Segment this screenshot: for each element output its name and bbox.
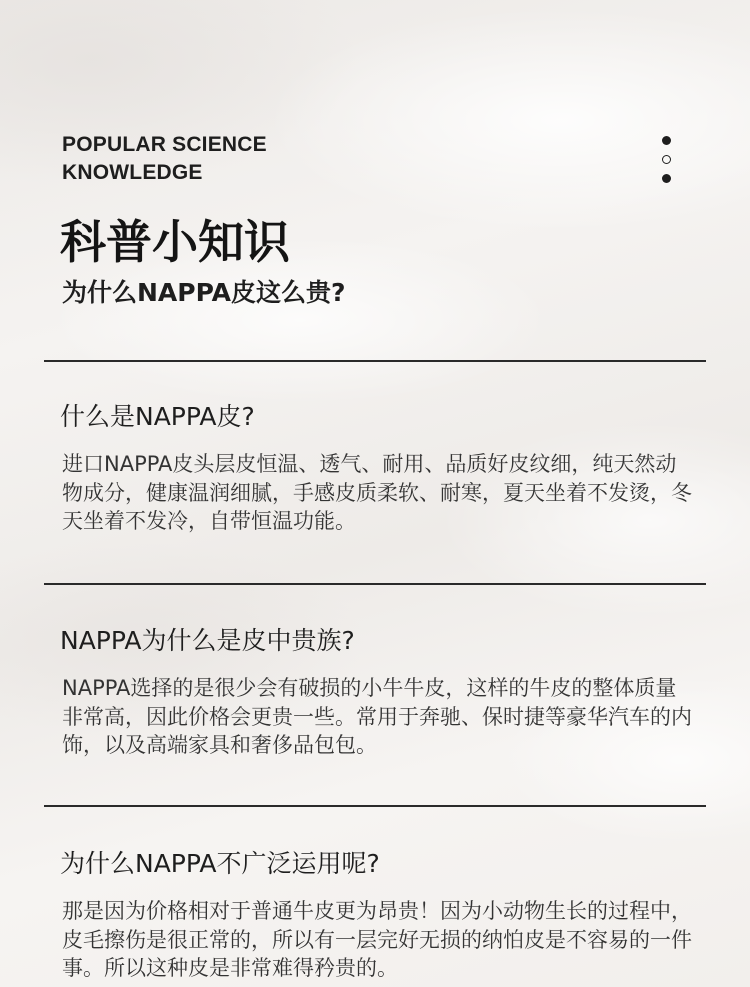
section-title-why-not-widely-used: 为什么NAPPA不广泛运用呢?: [60, 849, 380, 878]
section-title-why-noble: NAPPA为什么是皮中贵族?: [60, 626, 355, 655]
section-title-what-is-nappa: 什么是NAPPA皮?: [60, 402, 255, 431]
page-subtitle: 为什么NAPPA皮这么贵?: [62, 278, 346, 307]
section-divider: [44, 360, 706, 362]
section-body-why-noble: NAPPA选择的是很少会有破损的小牛牛皮，这样的牛皮的整体质量非常高，因此价格会更贵一些。常用于奔驰、保时捷等豪华汽车的内饰，以及高端家具和奢侈品包包。: [62, 676, 692, 757]
filled-dot-icon: [662, 136, 671, 145]
page-title: 科普小知识: [60, 215, 290, 269]
decorative-dots: [662, 136, 674, 193]
section-body-why-not-widely-used: 那是因为价格相对于普通牛皮更为昂贵！因为小动物生长的过程中，皮毛擦伤是很正常的，所以有一层完好无损的纳怕皮是不容易的一件事。所以这种皮是非常难得矜贵的。: [62, 899, 692, 980]
english-title-line-2: KNOWLEDGE: [62, 161, 203, 184]
english-title: [62, 131, 267, 187]
filled-dot-icon: [662, 174, 671, 183]
section-body-what-is-nappa: 进口NAPPA皮头层皮恒温、透气、耐用、品质好皮纹细，纯天然动物成分，健康温润细腻，手感皮质柔软、耐寒，夏天坐着不发烫，冬天坐着不发冷，自带恒温功能。: [62, 452, 692, 533]
english-title-line-1: POPULAR SCIENCE: [62, 133, 267, 156]
section-divider: [44, 805, 706, 807]
section-divider: [44, 583, 706, 585]
hollow-dot-icon: [662, 155, 671, 164]
